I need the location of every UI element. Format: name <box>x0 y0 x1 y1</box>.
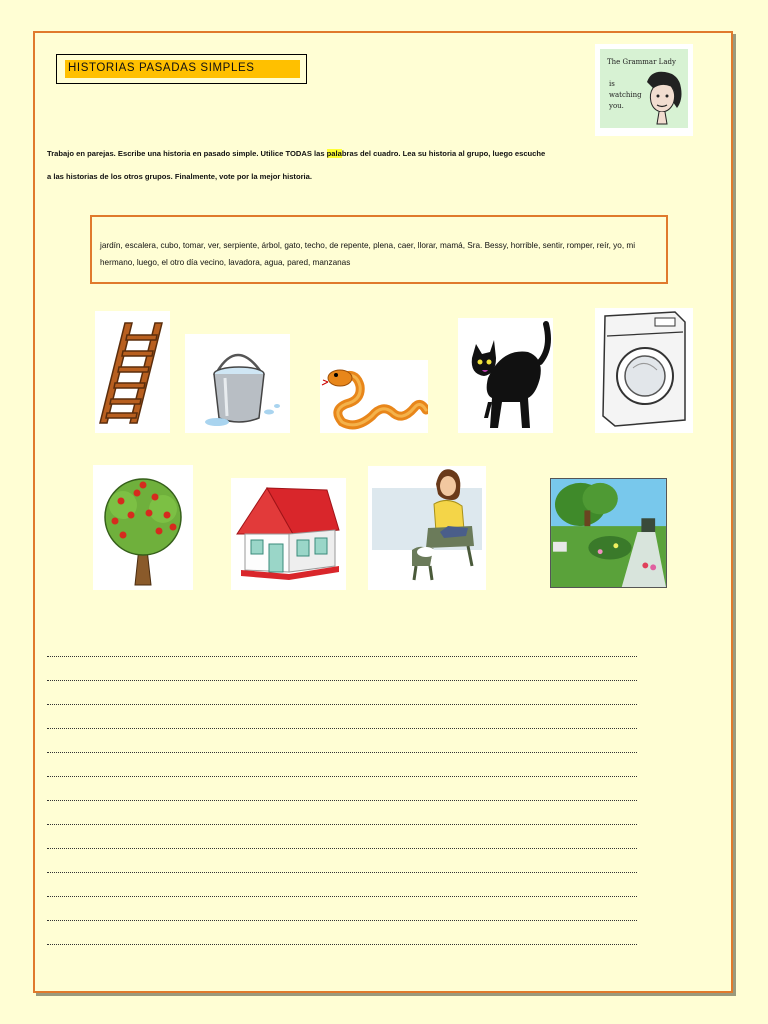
writing-line[interactable] <box>47 680 637 681</box>
garden-icon <box>550 478 667 588</box>
badge-line2: is watching you. <box>609 80 642 110</box>
writing-line[interactable] <box>47 752 637 753</box>
writing-line[interactable] <box>47 656 637 657</box>
apple-tree-icon <box>93 465 193 590</box>
snake-icon <box>320 360 428 433</box>
word-bank-text: jardín, escalera, cubo, tomar, ver, serpiente, árbol, gato, techo, de repente, plena, caer, llorar, mamá, Sra. Bessy, horrible, sentir, romper, reír, yo, mi hermano, luego, el otro día vecino, lavadora, agua, pared, manzanas <box>100 241 636 267</box>
badge-line1: The Grammar Lady <box>607 58 676 66</box>
cat-icon <box>458 318 553 433</box>
house-icon <box>231 478 346 590</box>
writing-line[interactable] <box>47 800 637 801</box>
writing-line[interactable] <box>47 920 637 921</box>
instructions-line1: Trabajo en parejas. Escribe una historia en pasado simple. Utilice TODAS las palabras del cuadro. Lea su historia al grupo, luego escuche <box>47 149 546 158</box>
writing-line[interactable] <box>47 944 637 945</box>
title-box <box>56 54 307 84</box>
writing-line[interactable] <box>47 728 637 729</box>
grammar-lady-face-icon <box>637 68 687 128</box>
instructions-line2: a las historias de los otros grupos. Finalmente, vote por la mejor historia. <box>47 172 312 181</box>
washing-machine-icon <box>595 308 693 433</box>
grammar-lady-badge <box>595 44 693 136</box>
bucket-icon <box>185 334 290 433</box>
writing-line[interactable] <box>47 824 637 825</box>
writing-line[interactable] <box>47 896 637 897</box>
ladder-icon <box>95 311 170 433</box>
worksheet-title: HISTORIAS PASADAS SIMPLES <box>68 62 255 74</box>
writing-line[interactable] <box>47 848 637 849</box>
word-bank-box <box>90 215 668 284</box>
writing-line[interactable] <box>47 776 637 777</box>
woman-sitting-icon <box>368 466 486 590</box>
writing-line[interactable] <box>47 704 637 705</box>
writing-line[interactable] <box>47 872 637 873</box>
